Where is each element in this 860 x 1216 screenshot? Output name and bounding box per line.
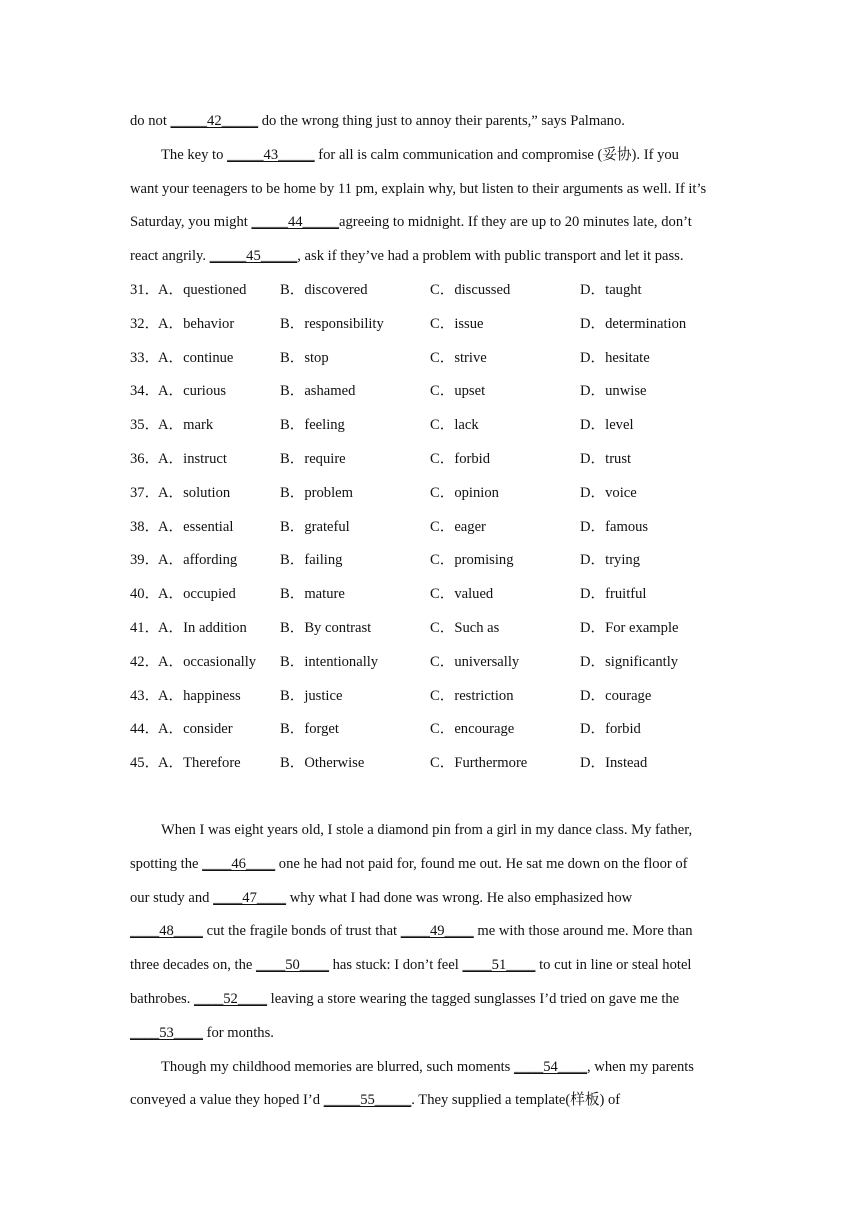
- option-a: A．Therefore: [158, 755, 241, 772]
- question-number: 35．: [130, 417, 160, 434]
- option-a: A．solution: [158, 484, 231, 501]
- passage-2-line: [130, 949, 730, 983]
- text-segment: bathrobes.: [130, 990, 195, 1007]
- text-segment: do the wrong thing just to annoy their parents,” says Palmano.: [258, 113, 625, 129]
- answer-blank: _____43_____: [227, 146, 315, 163]
- text-segment: to cut in line or steal hotel: [535, 957, 692, 974]
- passage-1-line: [130, 139, 730, 173]
- text-segment: , when my parents: [586, 1058, 694, 1075]
- passage-2-line: [130, 983, 730, 1017]
- option-d: D．Instead: [580, 755, 648, 772]
- option-a: A．questioned: [158, 282, 247, 298]
- passage-1-line: [130, 240, 730, 274]
- option-d: D．level: [580, 417, 634, 434]
- option-d: D．courage: [580, 687, 652, 704]
- text-segment: When I was eight years old, I stole a diamond pin from a girl in my dance class. My father,: [161, 822, 693, 838]
- text-segment: spotting the: [130, 855, 203, 872]
- passage-1-line: [130, 173, 730, 207]
- option-a: A．curious: [158, 383, 227, 400]
- option-a: A．behavior: [158, 315, 235, 332]
- passage-2: [130, 814, 730, 1118]
- option-a: A．occasionally: [158, 653, 257, 670]
- option-d: D．taught: [580, 282, 642, 298]
- text-segment: me with those around me. More than: [473, 923, 693, 940]
- passage-1-line: [130, 206, 730, 240]
- passage-1: [130, 105, 730, 274]
- question-number: 36．: [130, 450, 160, 467]
- answer-blank: ____47____: [213, 889, 287, 906]
- answer-blank: _____44_____: [251, 214, 340, 231]
- text-segment: for all is calm communication and compromise (妥协). If you: [314, 146, 679, 163]
- option-a: A．occupied: [158, 586, 236, 603]
- option-c: C．upset: [430, 383, 486, 400]
- option-d: D．For example: [580, 619, 679, 636]
- answer-blank: ____52____: [194, 990, 268, 1007]
- text-segment: why what I had done was wrong. He also emphasized how: [286, 889, 633, 906]
- answer-blank: ____53____: [130, 1024, 203, 1041]
- passage-2-line: [130, 882, 730, 916]
- option-b: B．intentionally: [280, 653, 379, 670]
- option-d: D．significantly: [580, 653, 679, 670]
- question-number: 44．: [130, 721, 160, 738]
- option-c: C．Furthermore: [430, 755, 528, 772]
- text-segment: three decades on, the: [130, 957, 257, 974]
- answer-blank: ____50____: [256, 957, 329, 974]
- option-a: A．essential: [158, 518, 234, 535]
- option-b: B．responsibility: [280, 315, 384, 332]
- text-segment: . They supplied a template(样板) of: [411, 1092, 621, 1109]
- option-b: B．failing: [280, 552, 343, 569]
- option-b: B．mature: [280, 586, 345, 603]
- option-b: B．ashamed: [280, 383, 356, 400]
- option-a: A．affording: [158, 552, 238, 569]
- option-a: A．consider: [158, 721, 233, 738]
- option-a: A．mark: [158, 417, 214, 434]
- passage-2-line: [130, 1051, 730, 1085]
- passage-2-line: [130, 1017, 730, 1051]
- text-segment: leaving a store wearing the tagged sunglasses I’d tried on gave me the: [267, 990, 680, 1007]
- text-segment: conveyed a value they hoped I’d: [130, 1092, 324, 1109]
- answer-blank: _____42_____: [170, 113, 259, 129]
- passage-2-line: [130, 915, 730, 949]
- option-b: B．By contrast: [280, 619, 372, 636]
- option-c: C．Such as: [430, 619, 500, 636]
- answer-blank: ____46____: [202, 855, 276, 872]
- option-c: C．issue: [430, 315, 484, 332]
- answer-blank: ____48____: [130, 923, 203, 940]
- option-a: A．happiness: [158, 687, 241, 704]
- question-number: 45．: [130, 755, 160, 772]
- option-b: B．problem: [280, 484, 353, 501]
- question-number: 37．: [130, 484, 160, 501]
- option-c: C．forbid: [430, 450, 490, 467]
- option-d: D．unwise: [580, 383, 647, 400]
- option-a: A．continue: [158, 349, 234, 366]
- question-number: 43．: [130, 687, 160, 704]
- option-d: D．fruitful: [580, 586, 647, 603]
- question-number: 38．: [130, 518, 160, 535]
- text-segment: agreeing to midnight. If they are up to 20 minutes late, don’t: [339, 214, 692, 231]
- answer-blank: _____45_____: [209, 248, 298, 265]
- text-segment: do not: [130, 113, 171, 129]
- question-number: 31．: [130, 282, 160, 298]
- option-d: D．trying: [580, 552, 640, 569]
- text-segment: for months.: [202, 1024, 274, 1041]
- text-segment: has stuck: I don’t feel: [328, 957, 463, 974]
- option-c: C．promising: [430, 552, 514, 569]
- option-c: C．strive: [430, 349, 487, 366]
- text-segment: , ask if they’ve had a problem with public transport and let it pass.: [297, 248, 684, 265]
- question-number: 42．: [130, 653, 160, 670]
- text-segment: The key to: [161, 146, 228, 163]
- text-segment: one he had not paid for, found me out. He sat me down on the floor of: [275, 855, 688, 872]
- option-d: D．determination: [580, 315, 687, 332]
- option-c: C．lack: [430, 417, 479, 434]
- option-b: B．justice: [280, 687, 343, 704]
- option-c: C．discussed: [430, 282, 511, 298]
- text-segment: Though my childhood memories are blurred, such moments: [161, 1058, 515, 1075]
- option-c: C．restriction: [430, 687, 514, 704]
- passage-2-line: [130, 848, 730, 882]
- question-number: 32．: [130, 315, 160, 332]
- option-d: D．famous: [580, 518, 649, 535]
- option-d: D．forbid: [580, 721, 641, 738]
- option-c: C．valued: [430, 586, 494, 603]
- text-segment: Saturday, you might: [130, 214, 252, 231]
- text-segment: want your teenagers to be home by 11 pm, explain why, but listen to their arguments as well. If it’s: [130, 180, 707, 197]
- text-segment: our study and: [130, 889, 214, 906]
- option-b: B．Otherwise: [280, 755, 365, 772]
- option-b: B．forget: [280, 721, 339, 738]
- option-a: A．In addition: [158, 619, 247, 636]
- question-number: 33．: [130, 349, 160, 366]
- question-number: 40．: [130, 586, 160, 603]
- passage-2-line: [130, 814, 730, 848]
- passage-1-line: [130, 105, 730, 139]
- option-d: D．hesitate: [580, 349, 650, 366]
- option-b: B．discovered: [280, 282, 368, 298]
- answer-blank: ____51____: [462, 957, 536, 974]
- option-b: B．require: [280, 450, 346, 467]
- question-number: 41．: [130, 619, 160, 636]
- text-segment: react angrily.: [130, 248, 210, 265]
- option-b: B．grateful: [280, 518, 350, 535]
- option-d: D．trust: [580, 450, 632, 467]
- answer-blank: _____55_____: [323, 1092, 412, 1109]
- passage-2-line: [130, 1084, 730, 1118]
- option-c: C．encourage: [430, 721, 515, 738]
- option-c: C．eager: [430, 518, 486, 535]
- option-b: B．feeling: [280, 417, 345, 434]
- text-segment: cut the fragile bonds of trust that: [202, 923, 401, 940]
- question-number: 39．: [130, 552, 160, 569]
- option-c: C．opinion: [430, 484, 499, 501]
- option-b: B．stop: [280, 349, 329, 366]
- option-d: D．voice: [580, 484, 637, 501]
- answer-blank: ____49____: [400, 923, 474, 940]
- option-c: C．universally: [430, 653, 520, 670]
- option-a: A．instruct: [158, 450, 227, 467]
- answer-blank: ____54____: [514, 1058, 587, 1075]
- question-number: 34．: [130, 383, 160, 400]
